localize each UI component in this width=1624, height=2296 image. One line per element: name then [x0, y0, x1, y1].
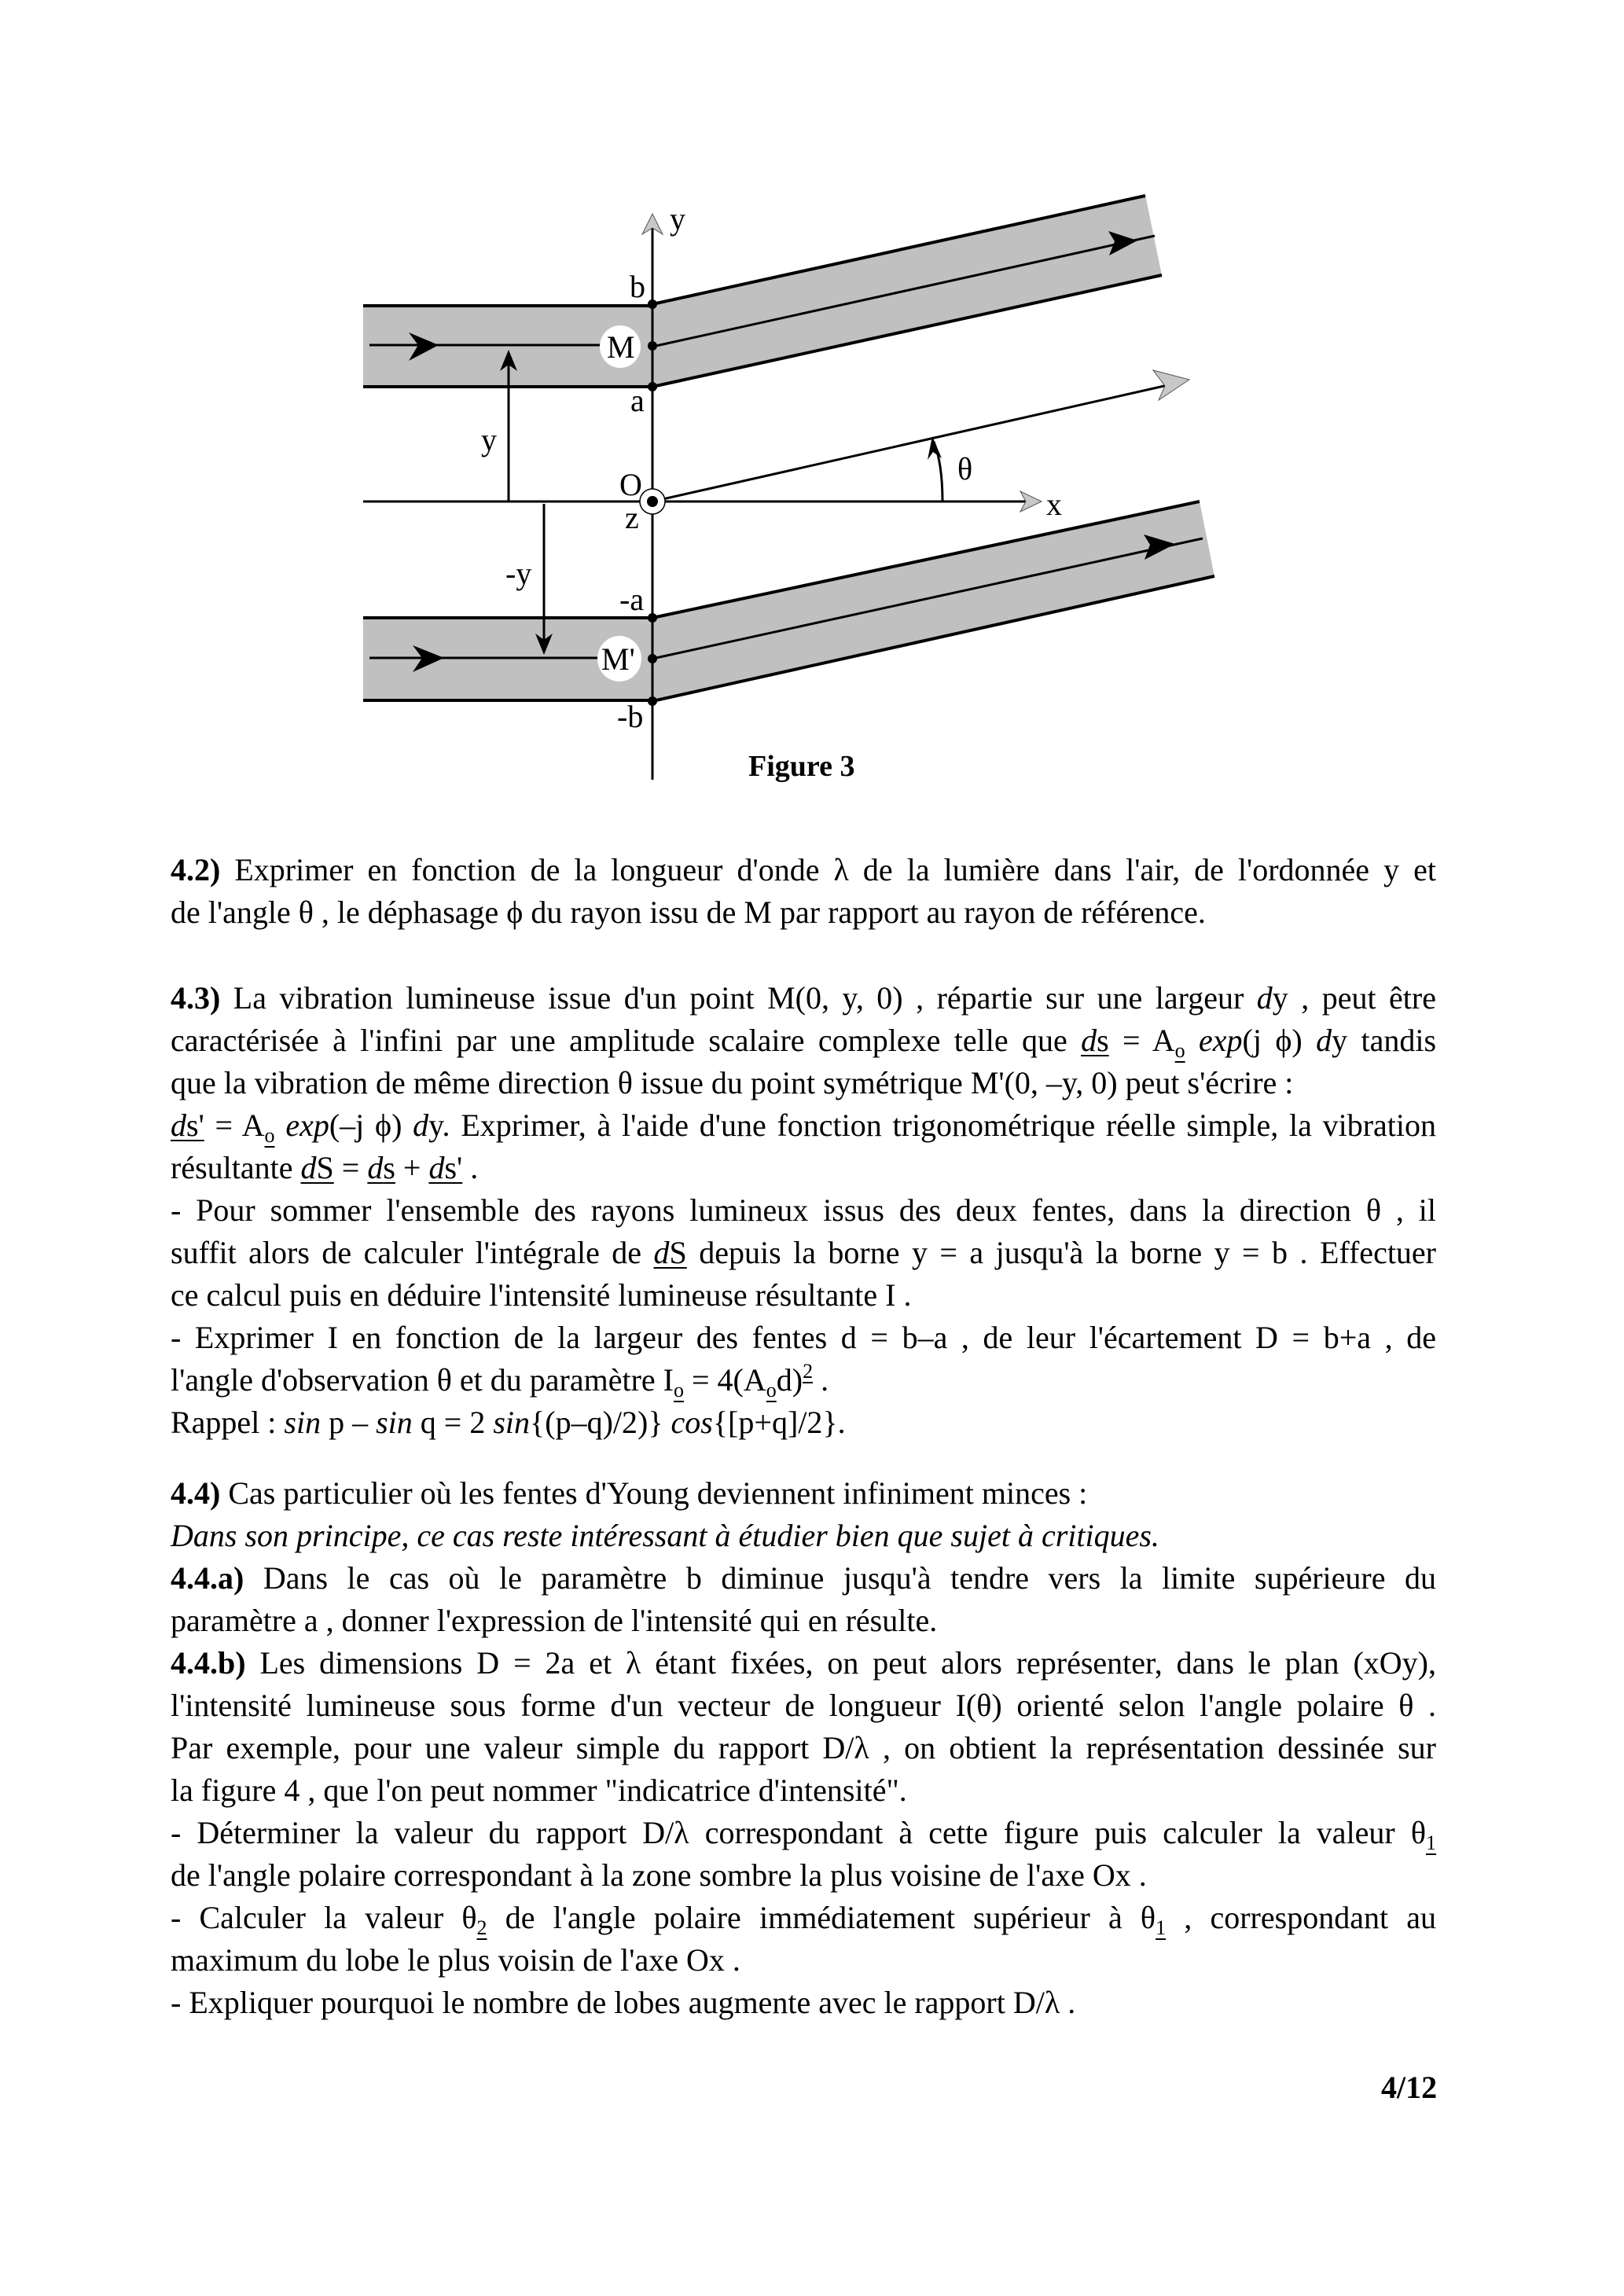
text-segment: La vibration lumineuse issue d'un point M(0, y, 0) , répartie sur une largeur	[220, 980, 1257, 1016]
text-segment: l'intensité lumineuse sous forme d'un vecteur de longueur I(θ) orienté selon l'angle polaire θ .	[171, 1688, 1436, 1723]
text-segment: o	[1174, 1039, 1185, 1062]
text-segment: Dans le cas où le paramètre b diminue jusqu'à tendre vers la limite supérieure du	[244, 1560, 1436, 1596]
text-segment: d	[171, 1108, 186, 1143]
text-segment: S	[669, 1235, 687, 1270]
text-segment	[1185, 1023, 1199, 1058]
text-line	[171, 1854, 1436, 1897]
text-segment: s'	[186, 1108, 204, 1143]
text-line	[171, 1727, 1436, 1769]
y-distance-label: y	[481, 422, 497, 457]
text-line	[171, 1019, 1436, 1062]
text-segment: s	[1097, 1023, 1109, 1058]
text-segment: de l'angle polaire correspondant à la zone sombre la plus voisine de l'axe Ox .	[171, 1857, 1147, 1893]
text-segment: exp	[1199, 1023, 1243, 1058]
text-segment: depuis la borne y = a jusqu'à la borne y = b . Effectuer	[686, 1235, 1437, 1270]
text-line	[171, 1232, 1436, 1274]
point-M-prime-label: M'	[601, 641, 635, 677]
upper-slit-beam	[363, 195, 1162, 387]
origin-label: O	[619, 467, 642, 502]
page-number: 4/12	[1381, 2070, 1438, 2105]
text-segment: d	[1256, 980, 1273, 1016]
text-segment: la figure 4 , que l'on peut nommer "indicatrice d'intensité".	[171, 1773, 907, 1808]
text-segment: exp	[285, 1108, 329, 1143]
text-segment: que la vibration de même direction θ issue du point symétrique M'(0, –y, 0) peut s'écrire :	[171, 1065, 1294, 1100]
text-segment: Les dimensions D = 2a et λ étant fixées, on peut alors représenter, dans le plan (xOy),	[245, 1645, 1436, 1681]
text-segment: 2	[803, 1360, 814, 1383]
text-segment: l'angle d'observation θ et du paramètre I	[171, 1362, 674, 1398]
text-segment: .	[462, 1150, 479, 1185]
text-segment: sin	[376, 1405, 413, 1440]
text-segment: d)	[776, 1362, 803, 1398]
text-segment: - Pour sommer l'ensemble des rayons lumineux issus des deux fentes, dans la direction θ , il	[171, 1192, 1436, 1228]
y-axis-label: y	[670, 201, 685, 237]
text-segment: o	[766, 1379, 777, 1401]
text-segment: Cas particulier où les fentes d'Young deviennent infiniment minces :	[220, 1475, 1088, 1511]
minus-y-distance-label: -y	[505, 556, 532, 591]
text-line	[171, 1769, 1436, 1812]
text-segment: sin	[493, 1405, 531, 1440]
text-segment: sin	[284, 1405, 321, 1440]
text-segment: d	[300, 1150, 317, 1185]
text-segment: , correspondant au	[1166, 1900, 1436, 1935]
text-segment: S	[316, 1150, 334, 1185]
text-line	[171, 1147, 1436, 1189]
text-segment: cos	[671, 1405, 713, 1440]
text-line	[171, 1401, 1436, 1444]
text-segment: (j ϕ)	[1242, 1023, 1317, 1058]
text-segment: d	[1316, 1023, 1332, 1058]
text-line	[171, 977, 1436, 1019]
text-line	[171, 1359, 1436, 1401]
figure-caption: Figure 3	[748, 750, 855, 783]
text-segment: maximum du lobe le plus voisin de l'axe Ox .	[171, 1942, 740, 1978]
text-line	[171, 1317, 1436, 1359]
text-segment: 1	[1156, 1916, 1167, 1939]
text-segment: {[p+q]/2}.	[712, 1405, 846, 1440]
text-segment: s'	[444, 1150, 463, 1185]
text-segment: d	[653, 1235, 670, 1270]
text-segment: 1	[1426, 1831, 1436, 1854]
theta-ray-arrow-icon	[1153, 370, 1189, 400]
text-line	[171, 1472, 1436, 1515]
text-line	[171, 1104, 1436, 1147]
text-segment: o	[264, 1124, 275, 1147]
text-segment: = 4(A	[684, 1362, 766, 1398]
text-segment: - Calculer la valeur θ	[171, 1900, 477, 1935]
question-number: 4.2)	[171, 852, 221, 887]
text-segment: Rappel :	[171, 1405, 285, 1440]
lower-slit-beam	[363, 501, 1214, 701]
text-line	[171, 1642, 1436, 1684]
text-segment: d	[1081, 1023, 1097, 1058]
text-segment: Exprimer en fonction de la longueur d'onde λ de la lumière dans l'air, de l'ordonnée y et	[220, 852, 1436, 887]
text-segment: y tandis	[1332, 1023, 1437, 1058]
text-line	[171, 1274, 1436, 1317]
text-segment: résultante	[171, 1150, 301, 1185]
text-segment: d	[367, 1150, 384, 1185]
text-line	[171, 891, 1436, 934]
text-line	[171, 1189, 1436, 1232]
text-segment: +	[395, 1150, 429, 1185]
text-segment: = A	[1108, 1023, 1175, 1058]
text-segment: de l'angle θ , le déphasage ϕ du rayon issu de M par rapport au rayon de référence.	[171, 895, 1206, 930]
text-segment: =	[333, 1150, 368, 1185]
text-line	[171, 1062, 1436, 1104]
text-segment: y , peut être	[1272, 980, 1436, 1016]
text-segment: - Expliquer pourquoi le nombre de lobes augmente avec le rapport D/λ .	[171, 1985, 1076, 2020]
text-segment: y. Exprimer, à l'aide d'une fonction trigonométrique réelle simple, la vibration	[428, 1108, 1437, 1143]
text-line	[171, 1600, 1436, 1642]
text-segment: - Exprimer I en fonction de la largeur des fentes d = b–a , de leur l'écartement D = b+a , de	[171, 1320, 1436, 1355]
text-segment: caractérisée à l'infini par une amplitude scalaire complexe telle que	[171, 1023, 1082, 1058]
text-line	[171, 849, 1436, 891]
x-axis-label: x	[1046, 487, 1062, 522]
text-segment: .	[813, 1362, 829, 1398]
text-segment: Par exemple, pour une valeur simple du rapport D/λ , on obtient la représentation dessinée sur	[171, 1730, 1436, 1765]
text-segment: d	[413, 1108, 429, 1143]
text-segment: de l'angle polaire immédiatement supérieur à θ	[487, 1900, 1156, 1935]
z-axis-label: z	[625, 500, 639, 535]
text-line	[171, 1812, 1436, 1854]
text-segment	[275, 1108, 286, 1143]
question-number: 4.4)	[171, 1475, 221, 1511]
text-line	[171, 1897, 1436, 1939]
text-segment: paramètre a , donner l'expression de l'intensité qui en résulte.	[171, 1603, 938, 1638]
point-b-label: b	[630, 269, 645, 304]
text-segment: o	[674, 1379, 684, 1401]
question-number: 4.4.a)	[171, 1560, 244, 1596]
text-segment: suffit alors de calculer l'intégrale de	[171, 1235, 654, 1270]
text-segment: (–j ϕ)	[329, 1108, 413, 1143]
text-segment: ce calcul puis en déduire l'intensité lumineuse résultante I .	[171, 1277, 912, 1313]
text-line	[171, 1557, 1436, 1600]
text-segment: s	[383, 1150, 395, 1185]
text-segment: = A	[204, 1108, 265, 1143]
text-line	[171, 1684, 1436, 1727]
theta-label: θ	[957, 451, 973, 487]
text-segment: {(p–q)/2)}	[530, 1405, 671, 1440]
point-M-label: M	[607, 329, 635, 365]
text-segment: - Déterminer la valeur du rapport D/λ correspondant à cette figure puis calculer la valeur θ	[171, 1815, 1426, 1850]
point-a-label: a	[630, 383, 645, 418]
figure-3-diagram	[0, 0, 1624, 802]
text-line	[171, 1939, 1436, 1982]
point-minus-a-label: -a	[619, 582, 645, 617]
text-segment: q = 2	[412, 1405, 494, 1440]
question-number: 4.3)	[171, 980, 221, 1016]
text-segment: 2	[476, 1916, 487, 1939]
question-number: 4.4.b)	[171, 1645, 246, 1681]
text-line	[171, 1515, 1436, 1557]
text-segment: p –	[321, 1405, 377, 1440]
text-segment: d	[428, 1150, 445, 1185]
text-line	[171, 1982, 1436, 2024]
text-segment: Dans son principe, ce cas reste intéressant à étudier bien que sujet à critiques.	[171, 1518, 1159, 1553]
point-minus-b-label: -b	[617, 699, 644, 734]
